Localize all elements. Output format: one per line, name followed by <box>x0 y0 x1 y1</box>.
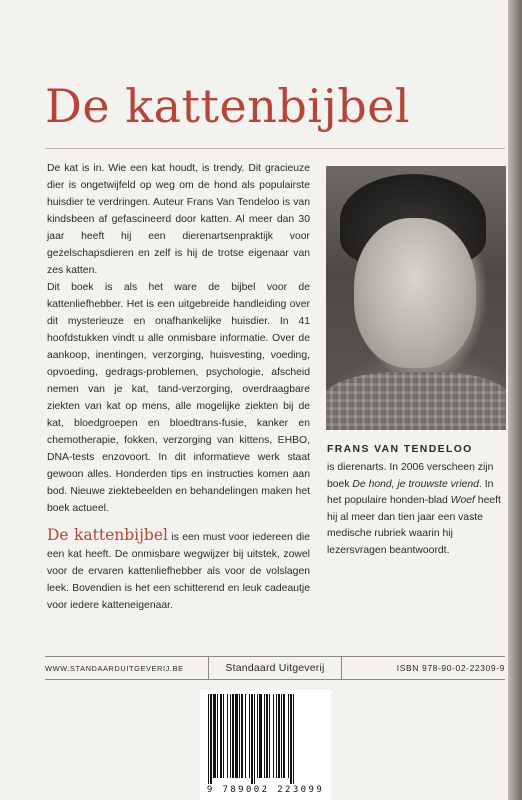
barcode-bar <box>223 694 224 778</box>
barcode-bar <box>278 694 280 778</box>
content-paragraph: Dit boek is als het ware de bijbel voor de kattenliefhebber. Het is een uitgebreide handleiding over dit mysterieuze en onafhankelijke huisdier. In 41 hoofdstukken vindt u alle onmisbare informatie. Over de aankoop, inentingen, verzorging, huisvesting, voeding, opvoeding, gedrags-problemen, psychologie, afscheid nemen van je kat, tand-verzorging, overdraagbare ziekten van kat op mens, alle mogelijke ziekten bij de kat, bloedgroepen en bloedtrans-fusie, kanker en chemotherapie, fokken, verzorging van kittens, EHBO, DNA-tests enzovoort. In dit informatieve werk staat gewoon alles. Honderden tips en instructies komen aan bod. Nieuwe ziektebeelden en behandelingen maken het boek actueel. <box>47 282 310 514</box>
barcode-bar <box>239 694 240 778</box>
barcode-bar <box>293 694 294 784</box>
barcode-bar <box>259 694 262 778</box>
barcode-bar <box>276 694 277 778</box>
author-bio-text-3: heeft hij al meer dan tien jaar een vaste medische rubriek waarin hij lezersvragen beantwoordt. <box>327 495 501 556</box>
closing-title: De kattenbijbel <box>47 526 168 544</box>
barcode-bar <box>249 694 250 778</box>
barcode-digits: 9 789002 223099 <box>206 785 325 795</box>
barcode-bar <box>232 694 234 778</box>
barcode-bar <box>251 694 253 784</box>
closing-paragraph <box>47 527 310 614</box>
barcode-bar <box>264 694 265 778</box>
blurb-column <box>47 160 310 614</box>
author-bio-magazine: Woef <box>450 495 475 506</box>
barcode-bar <box>241 694 243 778</box>
barcode-bar <box>266 694 268 778</box>
publisher-name: Standaard Uitgeverij <box>208 657 341 679</box>
author-photo-face <box>354 218 476 368</box>
intro-paragraph: De kat is in. Wie een kat houdt, is trendy. Dit gracieuze dier is ongetwijfeld op weg om de hond als populairste huisdier te verdringen. Auteur Frans Van Tendeloo is van kindsbeen af gefascineerd door katten. Al meer dan 30 jaar heeft hij een dierenartsenpraktijk voor gezelschapsdieren en zelf is hij de trotse eigenaar van zes katten. <box>47 163 310 276</box>
title-divider <box>45 148 505 149</box>
barcode-bar <box>213 694 216 778</box>
author-bio-text-1: is dierenarts. In 2006 verscheen zijn boek <box>327 462 494 490</box>
author-bio <box>327 460 502 559</box>
barcode-bar <box>290 694 292 784</box>
barcode-bars <box>206 694 325 784</box>
barcode-bar <box>269 694 270 778</box>
book-title: De kattenbijbel <box>45 79 411 133</box>
isbn-label: ISBN 978-90-02-22309-9 <box>396 663 505 673</box>
barcode-bar <box>283 694 285 778</box>
author-photo-shirt <box>326 372 506 430</box>
barcode-bar <box>281 694 282 778</box>
barcode-bar <box>220 694 222 778</box>
author-bio-text-2: . In het populaire honden-blad <box>327 478 494 506</box>
closing-text: is een must voor iedereen die een kat heeft. De onmisbare wegwijzer bij uitstek, zowel voor de ervaren kattenliefhebber als voor de volslagen leek. Bovendien is het een schitterend en leuk cadeautje voor iedere katteneigenaar. <box>47 532 310 611</box>
spine-edge <box>508 0 522 800</box>
footer-bottom-rule <box>45 679 505 680</box>
barcode-bar <box>210 694 212 784</box>
barcode-bar <box>245 694 246 778</box>
barcode-bar <box>227 694 228 778</box>
barcode-bar <box>254 694 255 784</box>
author-photo <box>326 166 506 430</box>
publisher-url: WWW.STANDAARDUITGEVERIJ.BE <box>45 663 184 673</box>
author-bio-book-title: De hond, je trouwste vriend <box>352 478 479 490</box>
barcode-bar <box>288 694 289 778</box>
barcode-bar <box>273 694 274 778</box>
barcode-bar <box>208 694 209 784</box>
barcode-bar <box>235 694 238 778</box>
barcode-bar <box>230 694 231 778</box>
author-name: FRANS VAN TENDELOO <box>327 444 473 455</box>
barcode <box>200 690 331 800</box>
footer-bar <box>45 657 505 679</box>
barcode-bar <box>217 694 218 778</box>
barcode-bar <box>257 694 258 778</box>
